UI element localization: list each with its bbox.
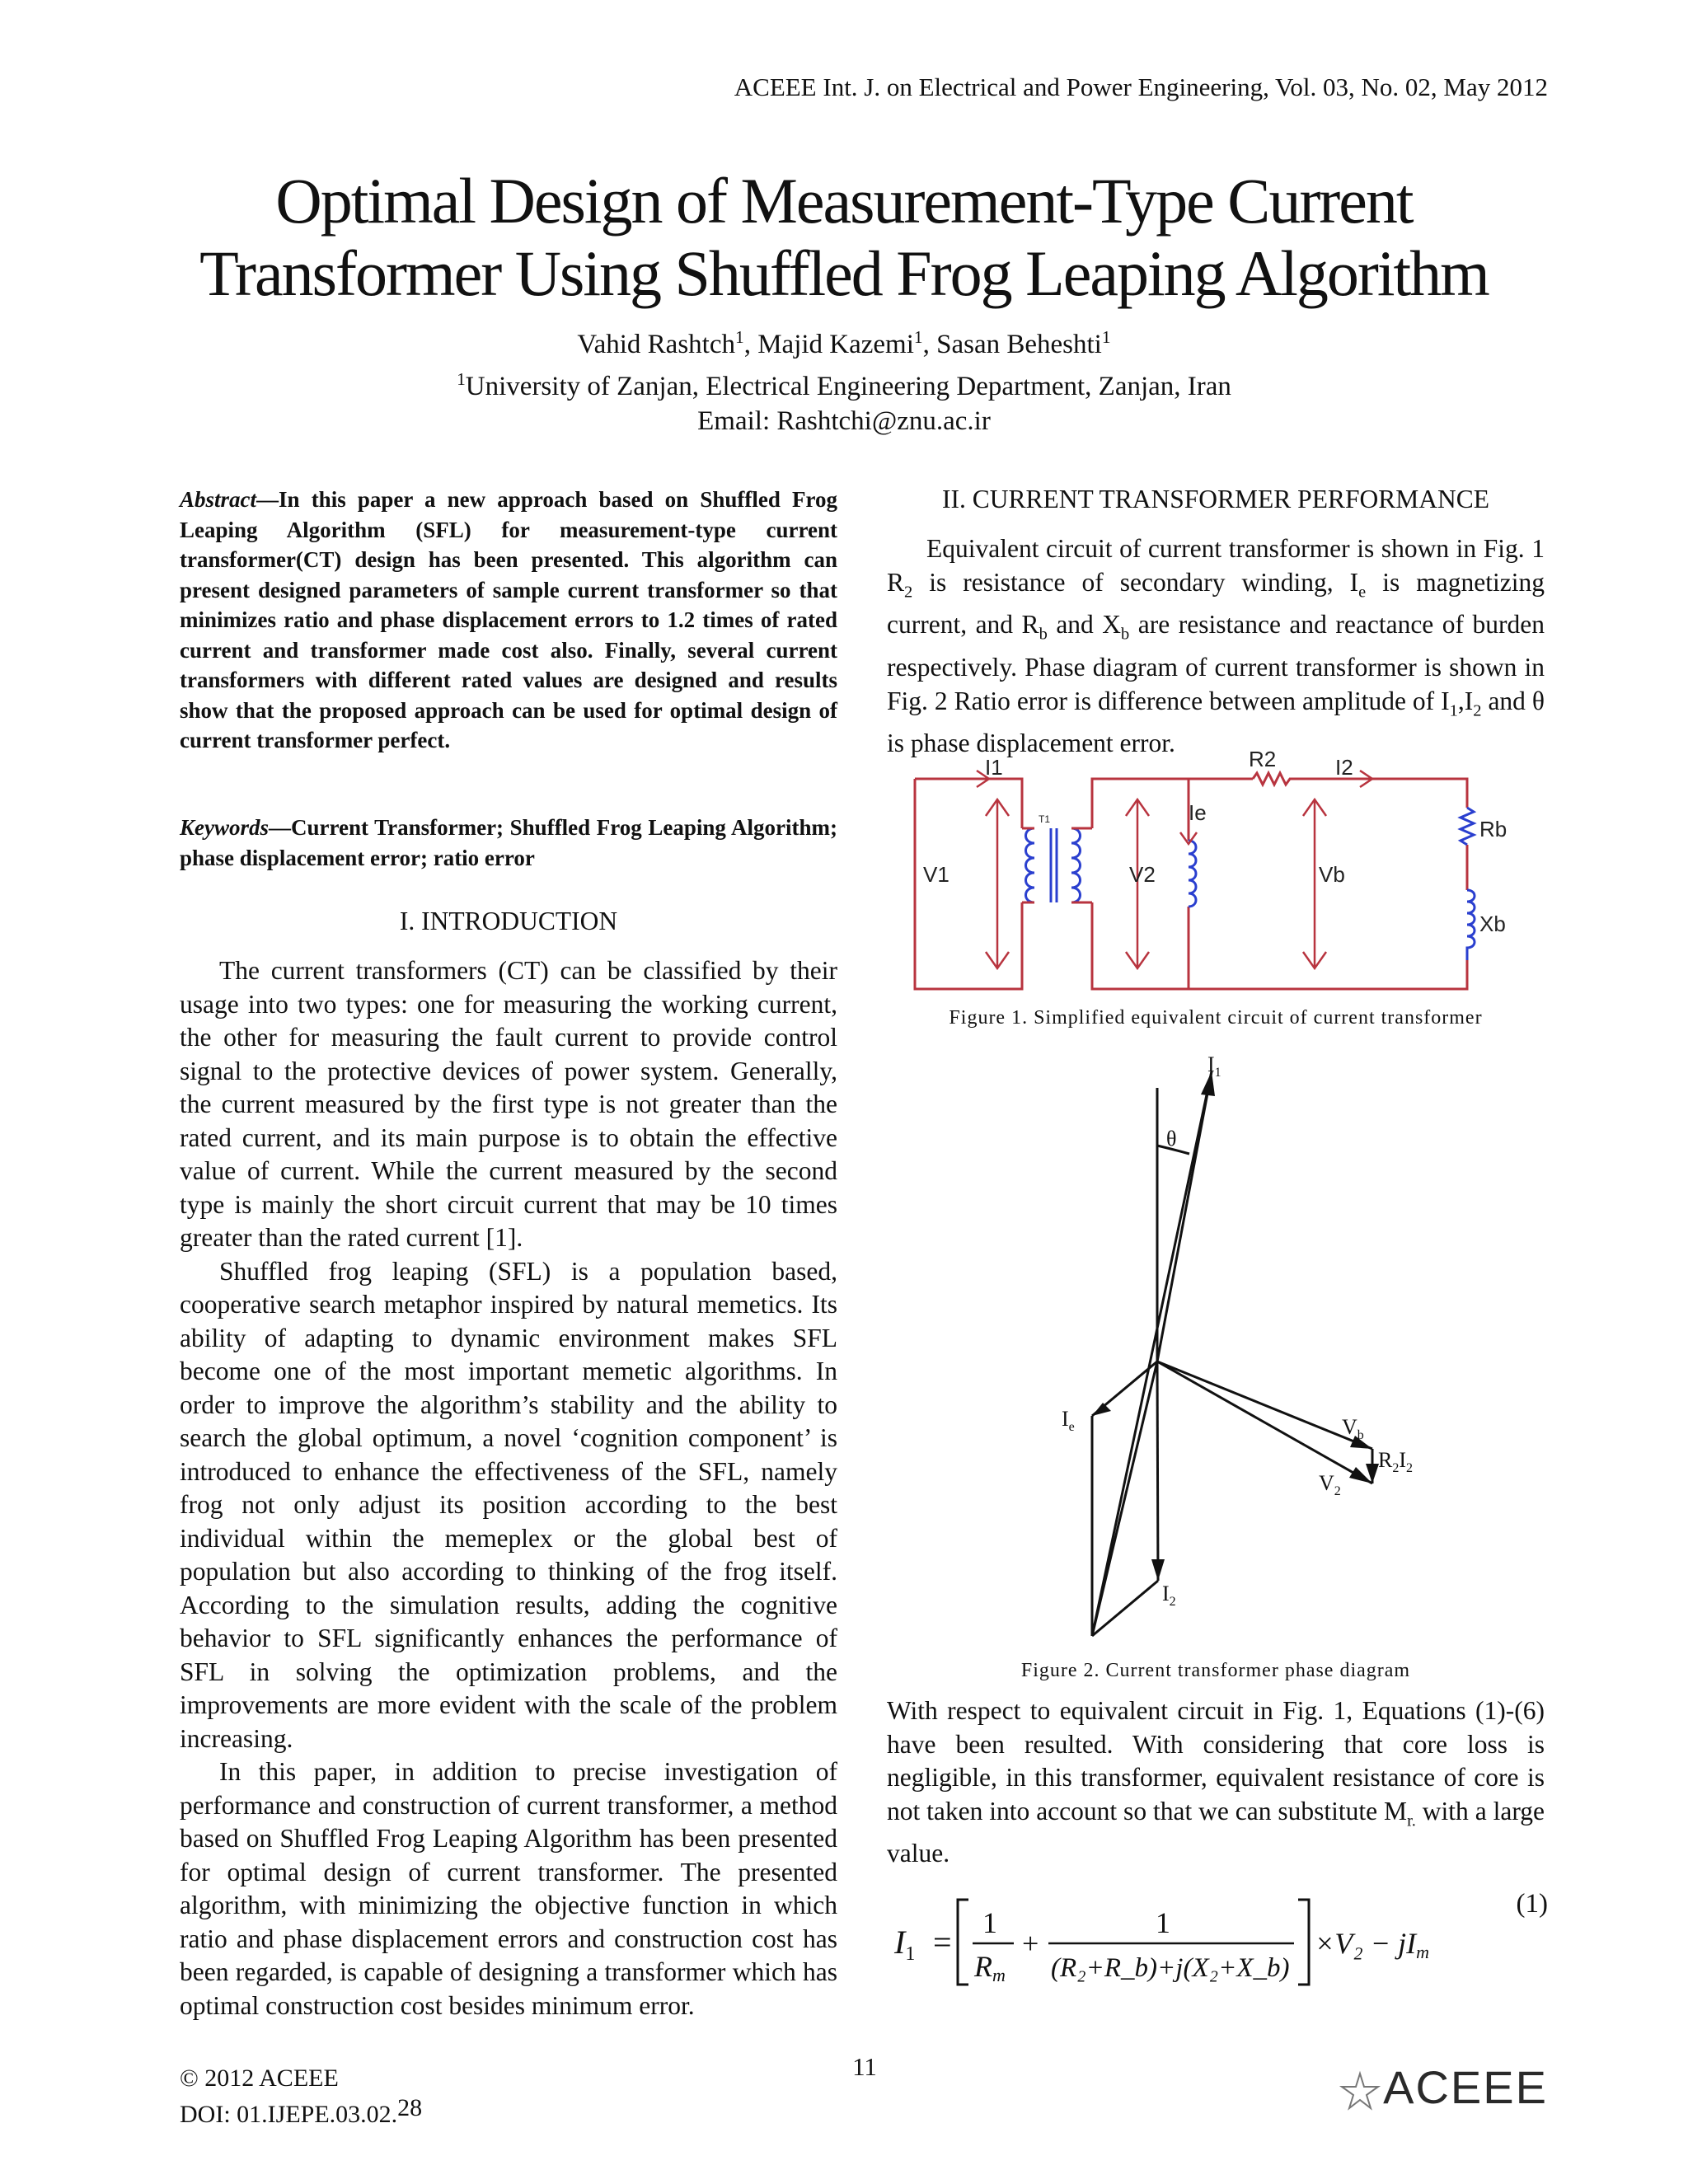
label-text: I [1062, 1407, 1069, 1431]
keywords-text: —Current Transformer; Shuffled Frog Leaping Algorithm; phase displacement error; ratio error [180, 815, 837, 870]
ct-performance-body [887, 532, 1545, 761]
figure-2-caption: Figure 2. Current transformer phase diagram [1020, 1660, 1411, 1681]
magnetizing-inductor [1189, 841, 1196, 907]
secondary-wire-bottom [1092, 902, 1467, 989]
label-r2: R2 [1249, 747, 1277, 771]
label-r2i2 [1378, 1448, 1413, 1475]
right-bracket [1298, 1900, 1309, 1985]
keywords-label: Keywords [180, 815, 269, 840]
logo-text: ACEEE [1383, 2061, 1548, 2113]
subscript: 1 [1449, 701, 1458, 719]
author-name: Sasan Beheshti [936, 330, 1102, 359]
section-heading-ct-performance: II. CURRENT TRANSFORMER PERFORMANCE [942, 485, 1489, 513]
text-run: Equivalent circuit of current transformer is shown in Fig. 1 R [887, 534, 1545, 597]
subscript: 2 [904, 582, 913, 601]
eq-text: R [974, 1950, 992, 1983]
r2-resistor [1253, 773, 1294, 785]
eq-sub: m [1416, 1942, 1429, 1962]
label-i1 [1207, 1055, 1221, 1080]
author-name: Majid Kazemi [757, 330, 914, 359]
introduction-body [180, 954, 837, 2022]
label-vb [1342, 1415, 1364, 1442]
doi-number: 28 [397, 2094, 423, 2121]
label-theta: θ [1166, 1127, 1177, 1151]
copyright: © 2012 ACEEE [180, 2064, 339, 2092]
journal-header: ACEEE Int. J. on Electrical and Power Engineering, Vol. 03, No. 02, May 2012 [734, 73, 1548, 101]
label-sub: e [1068, 1420, 1075, 1434]
paper-title [0, 165, 1688, 310]
xb-inductor [1467, 890, 1475, 960]
author-sup: 1 [1101, 327, 1111, 347]
left-bracket [958, 1900, 968, 1985]
rb-resistor [1461, 808, 1474, 845]
construction-line-2 [1092, 1071, 1212, 1636]
page-number: 11 [852, 2052, 877, 2081]
paragraph: The current transformers (CT) can be classified by their usage into two types: one for measuring the working current, the other for measuring the fault current to provide control signal to the protective devices of power system. Generally, the current measured by the first type is not greater than the rated current, and its main purpose is to obtain the effective value of current. While the current measured by the second type is mainly the short circuit current that may be 10 times greater than the rated current [1]. [180, 956, 837, 1252]
eq-num2: 1 [1156, 1906, 1170, 1939]
author-names: Vahid Rashtch$^1$, Majid Kazemi$^1$, Sasan Beheshti$^1$ [577, 327, 1111, 359]
label-vb: Vb [1319, 862, 1345, 887]
author-sup: 1 [734, 327, 744, 347]
text-run: ,I [1457, 686, 1474, 715]
secondary-wire-top [1092, 779, 1253, 828]
eq-den2: (R₂+R_b)+j(X₂+X_b) [1051, 1953, 1290, 1983]
after-figures-text [887, 1694, 1545, 1871]
abstract-label: Abstract [180, 487, 257, 512]
label-t1: T1 [1039, 813, 1051, 825]
keywords [180, 813, 837, 873]
label-i1: I1 [985, 755, 1003, 780]
figure-1-caption: Figure 1. Simplified equivalent circuit of current transformer [949, 1007, 1483, 1029]
arrowhead [1092, 1403, 1111, 1416]
abstract [180, 485, 837, 756]
eq-num1: 1 [982, 1906, 997, 1939]
text-run: is magnetizing current, and R [887, 567, 1545, 640]
text-run: and X [1047, 610, 1122, 640]
figure-2-phase-diagram [1039, 1055, 1418, 1648]
author-name: Vahid Rashtch [577, 330, 735, 359]
eq-plus: + [1022, 1927, 1039, 1960]
eq-den1 [973, 1950, 1006, 1985]
eq-text: I [894, 1924, 906, 1961]
aceee-logo [1337, 2060, 1548, 2114]
i2-phasor [1157, 1361, 1158, 1581]
subscript: b [1121, 625, 1130, 644]
eq-tail [1315, 1927, 1429, 1962]
burden-wire [1294, 779, 1467, 808]
subscript: b [1039, 625, 1048, 644]
abstract-text: —In this paper a new approach based on Shuffled Frog Leaping Algorithm (SFL) for measurement-type current transformer(CT) design has been presented. This algorithm can present designed parameters of sample current transformer so that minimizes ratio and phase displacement errors to 1.2 times of rated current and transformer made cost also. Finally, several current transformers with different rated values are designed and results show that the proposed approach can be used for optimal design of current transformer perfect. [180, 487, 837, 752]
subscript: e [1358, 582, 1367, 601]
text-run: with a large value. [887, 1796, 1545, 1868]
vb-phasor [1157, 1361, 1372, 1449]
v2-phasor [1157, 1361, 1372, 1483]
section-heading-introduction: I. INTRODUCTION [399, 907, 618, 935]
transformer-t1 [1026, 828, 1081, 902]
label-text: V [1319, 1471, 1334, 1495]
eq-lhs [893, 1924, 915, 1965]
label-text: V [1342, 1415, 1357, 1439]
label-v2: V2 [1129, 862, 1156, 887]
doi [180, 2094, 423, 2133]
affiliation [0, 362, 1688, 404]
text-run: are resistance and reactance of burden respectively. Phase diagram of current transformer is shown in Fig. 2 Ratio error is difference between amplitude of I [887, 610, 1545, 715]
equation-1-number: (1) [1516, 1889, 1548, 1919]
text-run: is resistance of secondary winding, I [912, 567, 1359, 597]
label-text: I [1207, 1055, 1215, 1076]
label-text: I [1399, 1448, 1407, 1472]
label-sub: 2 [1406, 1461, 1414, 1475]
label-sub: 1 [1214, 1066, 1221, 1080]
title-line-2: Transformer Using Shuffled Frog Leaping Algorithm [199, 237, 1489, 309]
text-run: With respect to equivalent circuit in Fig. 1, Equations (1)-(6) have been resulted. With considering that core loss is negligible, in this transformer, equivalent resistance of core is not taken into account so that we can substitute M [887, 1696, 1545, 1825]
label-rb: Rb [1479, 817, 1507, 841]
label-i2: I2 [1335, 755, 1353, 780]
doi-text: DOI: 01.IJEPE.03.02. [180, 2101, 398, 2128]
label-v2 [1319, 1471, 1341, 1498]
label-sub: b [1357, 1428, 1364, 1442]
author-block [0, 320, 1688, 438]
label-text: I [1162, 1582, 1170, 1605]
affiliation-text: University of Zanjan, Electrical Engineering Department, Zanjan, Iran [465, 372, 1231, 401]
text-run: and θ is phase displacement error. [887, 686, 1545, 758]
author-email: Email: Rashtchi@znu.ac.ir [697, 406, 991, 436]
eq-sub: m [992, 1965, 1006, 1985]
label-sub: 2 [1334, 1484, 1341, 1498]
star-swirl-icon [1337, 2070, 1383, 2111]
label-v1: V1 [923, 862, 950, 887]
arrowhead [1151, 1559, 1165, 1581]
eq-equals: = [933, 1924, 952, 1961]
label-sub: 2 [1392, 1461, 1400, 1475]
title-line-1: Optimal Design of Measurement-Type Current [275, 165, 1413, 237]
label-sub: 2 [1169, 1595, 1176, 1609]
eq-text: ×V₂ − jI [1315, 1927, 1417, 1960]
label-xb: Xb [1479, 912, 1506, 936]
affiliation-sup: 1 [457, 369, 466, 389]
paragraph: Shuffled frog leaping (SFL) is a population based, cooperative search metaphor inspired by natural memetics. Its ability of adapting to dynamic environment makes SFL become one of the most important memetic algorithms. In order to improve the algorithm’s stability and the ability to search the global optimum, a novel ‘cognition component’ is introduced to enhance the effectiveness of the SFL, namely frog not only adjust its position according to the best individual within the memeplex or the global best of population but also according to thinking of the frog itself. According to the simulation results, adding the cognitive behavior to SFL significantly enhances the performance of SFL in solving the optimization problems, and the improvements are more evident with the scale of the problem increasing. [180, 1256, 837, 1753]
label-ie [1062, 1407, 1075, 1434]
label-ie: Ie [1189, 800, 1207, 825]
label-text: R [1378, 1448, 1393, 1472]
eq-sub: 1 [905, 1943, 916, 1965]
primary-wire-top [915, 779, 1022, 828]
equation-1 [890, 1887, 1451, 1994]
figure-1-circuit [907, 742, 1533, 997]
paragraph [887, 532, 1545, 761]
subscript: 2 [1473, 701, 1482, 719]
subscript: r. [1407, 1811, 1416, 1830]
paragraph [887, 1694, 1545, 1871]
paragraph: In this paper, in addition to precise investigation of performance and construction of current transformer, a method based on Shuffled Frog Leaping Algorithm has been presented for optimal design of current transformer. The presented algorithm, with minimizing the objective function in which ratio and phase displacement errors and construction cost has been regarded, is capable of designing a transformer which has optimal construction cost besides minimum error. [180, 1757, 837, 2020]
author-sup: 1 [913, 327, 923, 347]
label-i2 [1162, 1582, 1176, 1609]
